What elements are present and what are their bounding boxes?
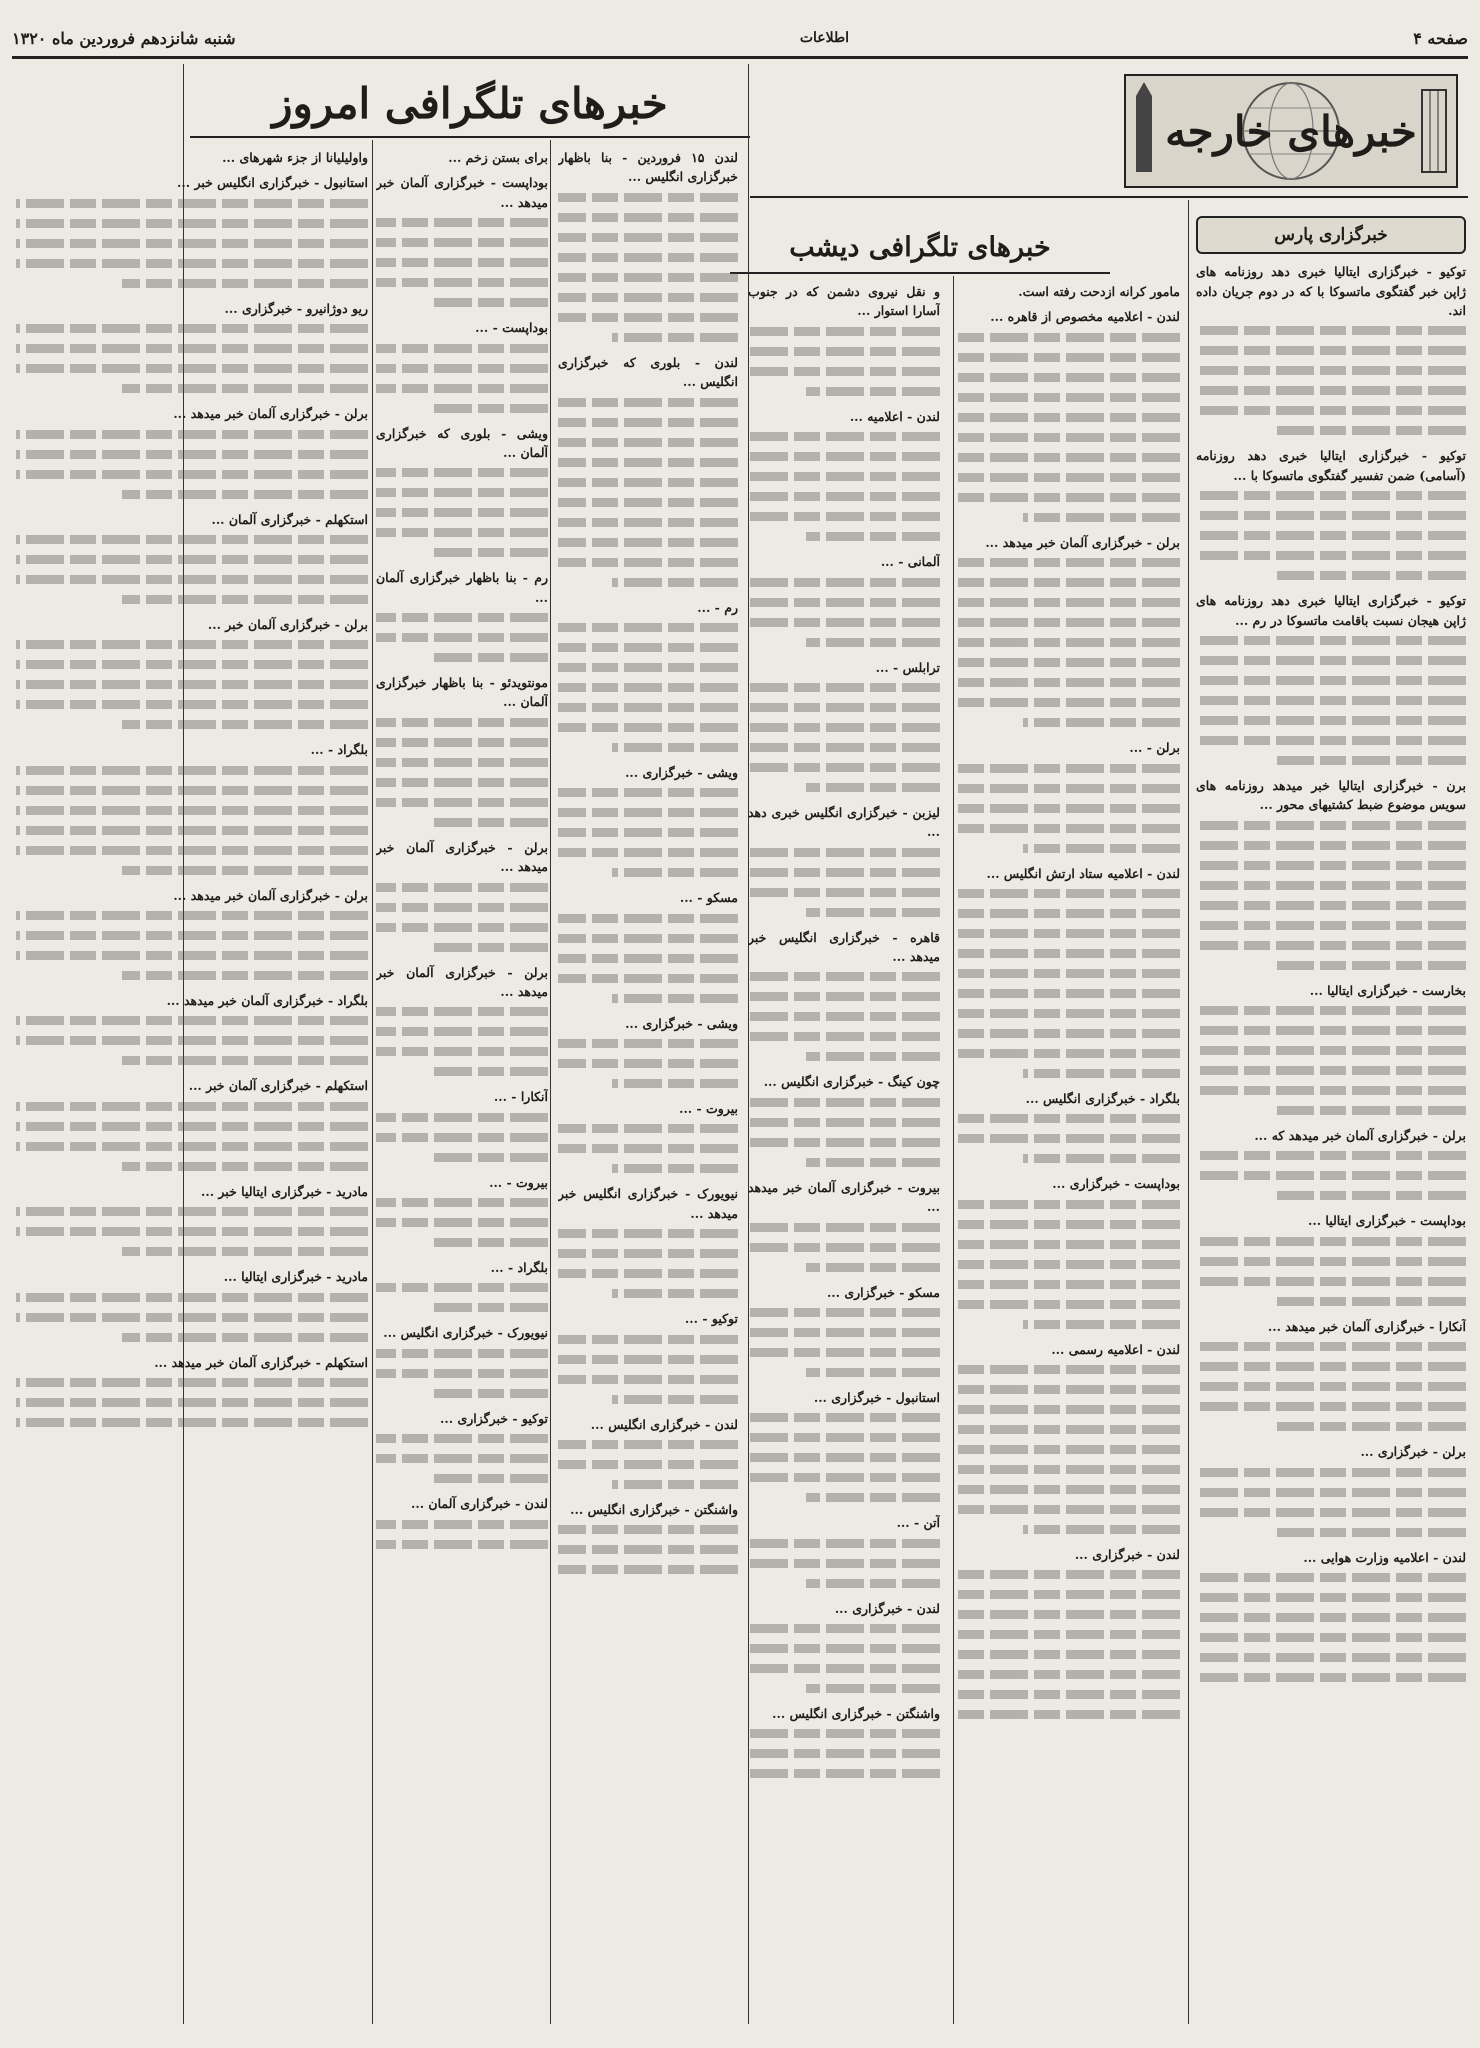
news-item: رم - بنا باظهار خبرگزاری آلمان ... — [376, 570, 548, 605]
section-name: اطلاعات — [799, 30, 850, 46]
news-item: و نقل نیروی دشمن که در جنوب آسارا استوار ... — [748, 284, 940, 319]
news-item: برلن - خبرگزاری آلمان خبر ... — [207, 616, 368, 632]
news-item: ویشی - خبرگزاری ... — [625, 764, 738, 780]
news-item: واشنگتن - خبرگزاری انگلیس ... — [772, 1706, 940, 1721]
news-item: توکیو - خبرگزاری ... — [440, 1410, 548, 1426]
news-item: لندن - خبرگزاری ... — [834, 1600, 940, 1616]
news-item: استکهلم - خبرگزاری آلمان خبر ... — [188, 1078, 368, 1094]
news-item: لندن - اعلامیه وزارت هوایی ... — [1303, 1549, 1466, 1565]
page-header — [12, 20, 1468, 59]
news-item: آتن - ... — [896, 1515, 940, 1531]
today-news-column-1 — [558, 148, 738, 2024]
news-item: واشنگتن - خبرگزاری انگلیس ... — [570, 1501, 738, 1517]
news-item: لندن - اعلامیه مخصوص از قاهره ... — [990, 309, 1180, 325]
pars-news-column — [1196, 212, 1466, 2024]
news-item: لندن - خبرگزاری ... — [1074, 1547, 1180, 1562]
today-news-column-3 — [16, 148, 368, 2024]
news-item: توکیو - ... — [684, 1311, 738, 1327]
news-item: واولیلیانا از جزء شهرهای ... — [222, 150, 368, 165]
news-item: بیروت - ... — [679, 1101, 738, 1116]
news-item: برلن - خبرگزاری آلمان خبر میدهد ... — [376, 964, 548, 999]
news-item: بیروت - ... — [489, 1174, 548, 1190]
news-item: مونتویدئو - بنا باظهار خبرگزاری آلمان ... — [376, 675, 548, 710]
news-item: مادرید - خبرگزاری ایتالیا ... — [223, 1269, 368, 1285]
news-item: ترابلس - ... — [875, 659, 940, 675]
news-item: ریو دوژانیرو - خبرگزاری ... — [224, 300, 368, 316]
news-item: لندن - خبرگزاری آلمان ... — [410, 1496, 548, 1512]
issue-date: شنبه شانزدهم فروردین ماه ۱۳۲۰ — [12, 28, 236, 48]
news-item: لندن - اعلامیه رسمی ... — [1051, 1341, 1180, 1357]
news-item: برلن - خبرگزاری آلمان خبر میدهد ... — [173, 406, 368, 422]
news-item: برلن - ... — [1129, 740, 1180, 756]
news-item: بیروت - خبرگزاری آلمان خبر میدهد ... — [748, 1179, 940, 1215]
news-item: برلن - خبرگزاری آلمان خبر میدهد ... — [985, 534, 1180, 550]
news-item: لندن - بلوری که خبرگزاری انگلیس ... — [558, 354, 738, 390]
news-item: آنکارا - ... — [493, 1089, 548, 1105]
news-item: بلگراد - ... — [310, 742, 368, 758]
headline-today: خبرهای تلگرافی امروز — [190, 72, 750, 138]
news-item: نیویورک - خبرگزاری انگلیس خبر میدهد ... — [558, 1186, 738, 1221]
news-item: ویشی - بلوری که خبرگزاری آلمان ... — [376, 425, 548, 460]
pars-agency-heading: خبرگزاری پارس — [1196, 216, 1466, 254]
news-item: استکهلم - خبرگزاری آلمان خبر میدهد ... — [154, 1354, 368, 1370]
news-item: بلگراد - ... — [490, 1260, 548, 1275]
news-item: آنکارا - خبرگزاری آلمان خبر میدهد ... — [1267, 1318, 1466, 1334]
news-item: مامور کرانه ازدحت رفته است. — [1018, 284, 1180, 299]
news-item: آلمانی - ... — [880, 554, 940, 570]
news-item: مسکو - ... — [679, 890, 738, 906]
news-item: استکهلم - خبرگزاری آلمان ... — [211, 511, 368, 527]
news-item: بخارست - خبرگزاری ایتالیا ... — [1309, 982, 1466, 998]
news-item: لندن - خبرگزاری انگلیس ... — [590, 1416, 738, 1432]
news-item: برن - خبرگزاری ایتالیا خبر میدهد روزنامه های سویس موضوع ضبط کشتیهای محور ... — [1196, 777, 1466, 813]
news-item: برلن - خبرگزاری آلمان خبر میدهد که ... — [1254, 1128, 1466, 1144]
news-item: توکیو - خبرگزاری ایتالیا خبری دهد روزنامه (آسامی) ضمن تفسیر گفتگوی ماتسوکا با ... — [1196, 448, 1466, 483]
news-item: بلگراد - خبرگزاری انگلیس ... — [1025, 1090, 1180, 1106]
section-logo-title: خبرهای خارجه — [1165, 106, 1417, 156]
news-item: لندن - اعلامیه ستاد ارتش انگلیس ... — [986, 865, 1180, 881]
news-item: مادرید - خبرگزاری ایتالیا خبر ... — [200, 1183, 368, 1199]
news-item: چون کینگ - خبرگزاری انگلیس ... — [763, 1074, 940, 1090]
news-item: برلن - خبرگزاری ... — [1360, 1444, 1466, 1460]
news-item: استانبول - خبرگزاری انگلیس خبر ... — [177, 175, 368, 191]
news-item: بوداپست - خبرگزاری آلمان خبر میدهد ... — [376, 175, 548, 210]
today-news-column-2 — [376, 148, 548, 2024]
news-item: مسکو - خبرگزاری ... — [826, 1284, 940, 1300]
news-item: استانبول - خبرگزاری ... — [813, 1389, 940, 1405]
news-item: لیزبن - خبرگزاری انگلیس خبری دهد ... — [748, 804, 940, 840]
news-item: بلگراد - خبرگزاری آلمان خبر میدهد ... — [166, 993, 368, 1008]
news-item: برلن - خبرگزاری آلمان خبر میدهد ... — [173, 887, 368, 903]
news-item: رم - ... — [697, 599, 738, 615]
news-item: توکیو - خبرگزاری ایتالیا خبری دهد روزنامه های ژاپن خبر گفتگوی ماتسوکا با که در دوم جریان داده اند. — [1196, 264, 1466, 319]
news-item: نیویورک - خبرگزاری انگلیس ... — [383, 1325, 548, 1341]
news-item: توکیو - خبرگزاری ایتالیا خبری دهد روزنامه های ژاپن هیجان نسبت باقامت ماتسوکا در رم ... — [1196, 593, 1466, 628]
news-item: لندن - اعلامیه ... — [849, 408, 940, 424]
news-item: برلن - خبرگزاری آلمان خبر میدهد ... — [376, 839, 548, 875]
news-item: قاهره - خبرگزاری انگلیس خبر میدهد ... — [748, 929, 940, 964]
news-item: ویشی - خبرگزاری ... — [625, 1015, 738, 1031]
news-item: برای بستن زخم ... — [448, 150, 548, 165]
page-number: صفحه ۴ — [1413, 28, 1468, 48]
headline-yesterday: خبرهای تلگرافی دیشب — [730, 232, 1110, 274]
foreign-news-logo — [1124, 74, 1458, 188]
yesterday-news-column — [955, 282, 1180, 2024]
news-item: لندن ۱۵ فروردین - بنا باظهار خبرگزاری انگلیس ... — [558, 150, 738, 185]
news-item: بوداپست - ... — [475, 320, 548, 336]
news-item: بوداپست - خبرگزاری ... — [1052, 1176, 1180, 1192]
mid-news-column — [748, 282, 940, 2024]
news-item: بوداپست - خبرگزاری ایتالیا ... — [1308, 1213, 1466, 1229]
